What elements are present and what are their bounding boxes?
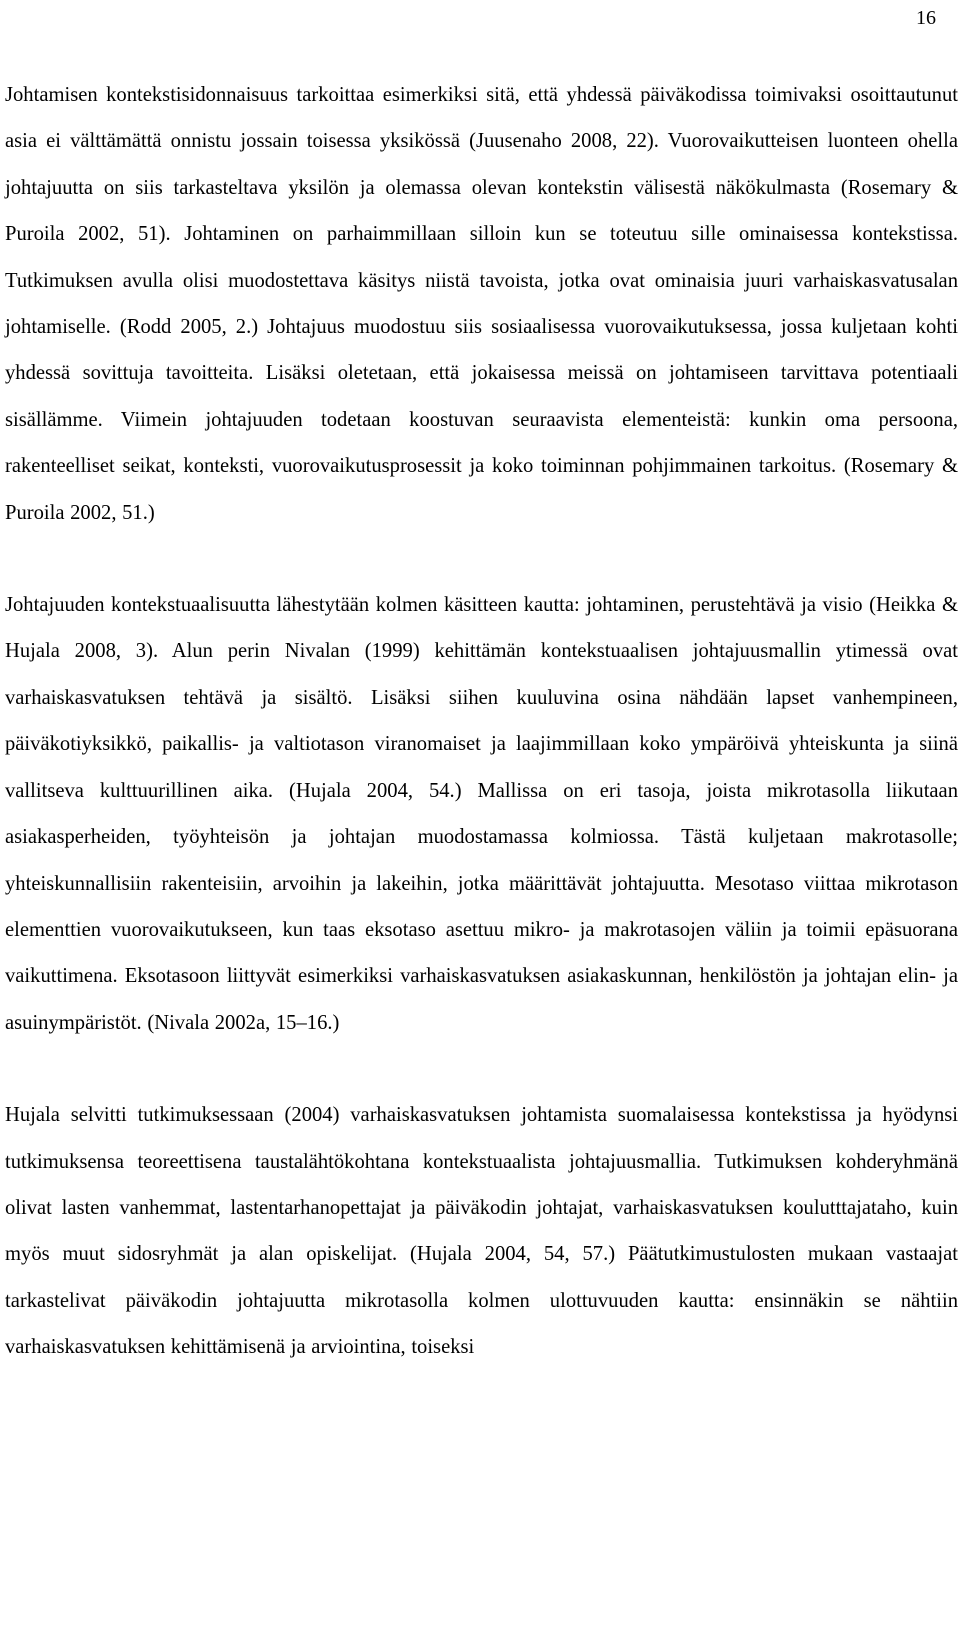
body-text <box>5 72 958 1371</box>
paragraph-3: Hujala selvitti tutkimuksessaan (2004) varhaiskasvatuksen johtamista suomalaisessa kontekstissa ja hyödynsi tutkimuksensa teoreettisena taustalähtökohtana kontekstuaalista johtajuusmallia. Tutkimuksen kohderyhmänä olivat lasten vanhemmat, lastentarhanopettajat ja päiväkodin johtajat, varhaiskasvatuksen koulutttajataho, kuin myös muut sidosryhmät ja alan opiskelijat. (Hujala 2004, 54, 57.) Päätutkimustulosten mukaan vastaajat tarkastelivat päiväkodin johtajuutta mikrotasolla kolmen ulottuvuuden kautta: ensinnäkin se nähtiin varhaiskasvatuksen kehittämisenä ja arviointina, toiseksi <box>5 1104 958 1359</box>
paragraph-2: Johtajuuden kontekstuaalisuutta lähestytään kolmen käsitteen kautta: johtaminen, perustehtävä ja visio (Heikka & Hujala 2008, 3). Alun perin Nivalan (1999) kehittämän kontekstuaalisen johtajuusmallin ytimessä ovat varhaiskasvatuksen tehtävä ja sisältö. Lisäksi siihen kuuluvina osina nähdään lapset vanhempineen, päiväkotiyksikkö, paikallis- ja valtiotason viranomaiset ja laajimmillaan koko ympäröivä yhteiskunta ja siinä vallitseva kulttuurillinen aika. (Hujala 2004, 54.) Mallissa on eri tasoja, joista mikrotasolla liikutaan asiakasperheiden, työyhteisön ja johtajan muodostamassa kolmiossa. Tästä kuljetaan makrotasolle; yhteiskunnallisiin rakenteisiin, arvoihin ja lakeihin, jotka määrittävät johtajuutta. Mesotaso viittaa mikrotason elementtien vuorovaikutukseen, kun taas eksotaso asettuu mikro- ja makrotasojen väliin ja toimii epäsuorana vaikuttimena. Eksotasoon liittyvät esimerkiksi varhaiskasvatuksen asiakaskunnan, henkilöstön ja johtajan elin- ja asuinympäristöt. (Nivala 2002a, 15–16.) <box>5 594 958 1034</box>
paragraph-1: Johtamisen kontekstisidonnaisuus tarkoittaa esimerkiksi sitä, että yhdessä päiväkodissa toimivaksi osoittautunut asia ei välttämättä onnistu jossain toisessa yksikössä (Juusenaho 2008, 22). Vuorovaikutteisen luonteen ohella johtajuutta on siis tarkasteltava yksilön ja olemassa olevan kontekstin välisestä näkökulmasta (Rosemary & Puroila 2002, 51). Johtaminen on parhaimmillaan silloin kun se toteutuu sille ominaisessa kontekstissa. Tutkimuksen avulla olisi muodostettava käsitys niistä tavoista, jotka ovat ominaisia juuri varhaiskasvatusalan johtamiselle. (Rodd 2005, 2.) Johtajuus muodostuu siis sosiaalisessa vuorovaikutuksessa, jossa kuljetaan kohti yhdessä sovittuja tavoitteita. Lisäksi oletetaan, että jokaisessa meissä on johtamiseen tarvittava potentiaali sisällämme. Viimein johtajuuden todetaan koostuvan seuraavista elementeistä: kunkin oma persoona, rakenteelliset seikat, konteksti, vuorovaikutusprosessit ja koko toiminnan pohjimmainen tarkoitus. (Rosemary & Puroila 2002, 51.) <box>5 84 958 524</box>
page-number: 16 <box>916 7 936 29</box>
